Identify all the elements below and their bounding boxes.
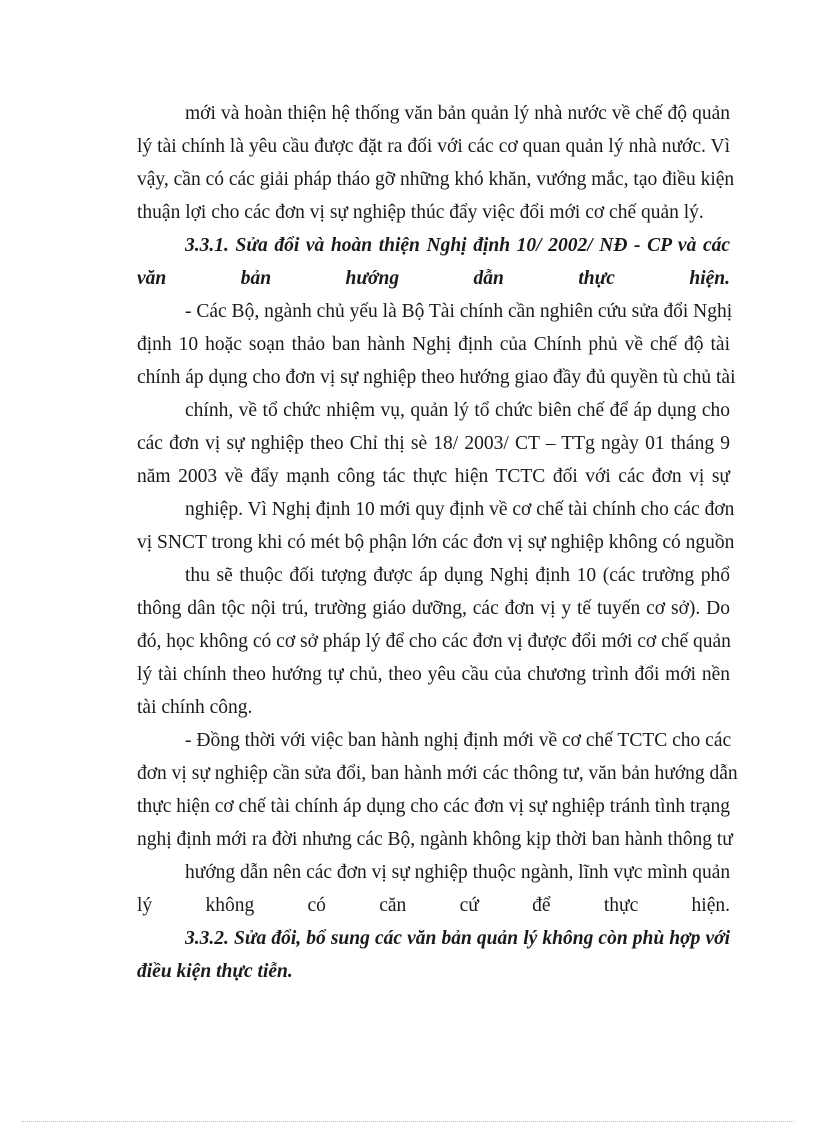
paragraph-line: chính áp dụng cho đơn vị sự nghiệp theo hướng giao đầy đủ quyền tù chủ tài [137,367,736,388]
paragraph-line: vậy, cần có các giải pháp tháo gỡ những khó khăn, vướng mắc, tạo điều kiện [137,169,735,190]
paragraph-line: - Đồng thời với việc ban hành nghị định mới về cơ chế TCTC cho các [185,730,732,751]
paragraph-line: thuận lợi cho các đơn vị sự nghiệp thúc đẩy việc đổi mới cơ chế quản lý. [137,202,704,223]
paragraph-line: thông dân tộc nội trú, trường giáo dưỡng, các đơn vị y tế tuyến cơ sở). Do [137,598,730,619]
paragraph-line: lý không có căn cứ để thực hiện. [137,895,730,916]
paragraph-line: lý tài chính theo hướng tự chủ, theo yêu cầu của chương trình đổi mới nền [137,664,730,685]
paragraph-line: chính, về tổ chức nhiệm vụ, quản lý tổ chức biên chế để áp dụng cho [185,400,730,421]
paragraph-line: định 10 hoặc soạn thảo ban hành Nghị định của Chính phủ về chế độ tài [137,334,730,355]
paragraph-line: nghiệp. Vì Nghị định 10 mới quy định về cơ chế tài chính cho các đơn [185,499,735,520]
paragraph-line: lý tài chính là yêu cầu được đặt ra đối với các cơ quan quản lý nhà nước. Vì [137,136,730,157]
paragraph-line: mới và hoàn thiện hệ thống văn bản quản lý nhà nước về chế độ quản [185,103,730,124]
paragraph-line: năm 2003 về đẩy mạnh công tác thực hiện TCTC đối với các đơn vị sự [137,466,730,487]
section-heading-3-3-2: 3.3.2. Sửa đổi, bổ sung các văn bản quản lý không còn phù hợp với [185,928,730,949]
page-bottom-rule [22,1121,794,1122]
paragraph-line: đơn vị sự nghiệp cần sửa đổi, ban hành mới các thông tư, văn bản hướng dẫn [137,763,738,784]
section-heading-3-3-2-cont: điều kiện thực tiễn. [137,961,293,982]
paragraph-line: nghị định mới ra đời nhưng các Bộ, ngành không kịp thời ban hành thông tư [137,829,733,850]
paragraph-line: - Các Bộ, ngành chủ yếu là Bộ Tài chính cần nghiên cứu sửa đổi Nghị [185,301,733,322]
paragraph-line: các đơn vị sự nghiệp theo Chỉ thị sè 18/ 2003/ CT – TTg ngày 01 tháng 9 [137,433,730,454]
section-heading-3-3-1: 3.3.1. Sửa đổi và hoàn thiện Nghị định 10/ 2002/ NĐ - CP và các [185,235,730,256]
paragraph-line: tài chính công. [137,697,253,718]
paragraph-line: đó, học không có cơ sở pháp lý để cho các đơn vị được đổi mới cơ chế quản [137,631,731,652]
section-heading-3-3-1-cont: văn bản hướng dẫn thực hiện. [137,268,730,289]
paragraph-line: thực hiện cơ chế tài chính áp dụng cho các đơn vị sự nghiệp tránh tình trạng [137,796,731,817]
paragraph-line: vị SNCT trong khi có mét bộ phận lớn các đơn vị sự nghiệp không có nguồn [137,532,735,553]
paragraph-line: hướng dẫn nên các đơn vị sự nghiệp thuộc ngành, lĩnh vực mình quản [185,862,731,883]
paragraph-line: thu sẽ thuộc đối tượng được áp dụng Nghị định 10 (các trường phổ [185,565,730,586]
